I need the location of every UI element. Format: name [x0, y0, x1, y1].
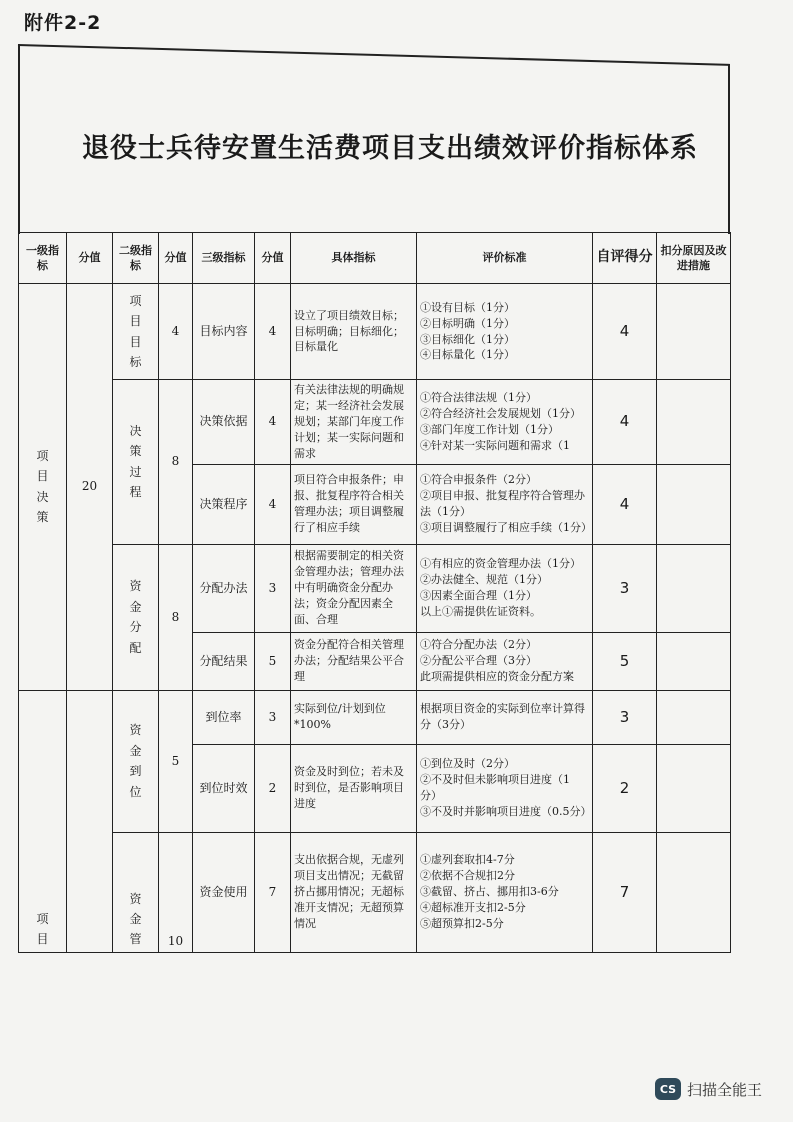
- indicator-text: 实际到位/计划到位*100%: [291, 690, 417, 744]
- level3-name: 目标内容: [193, 284, 255, 380]
- deduction-cell: [657, 690, 731, 744]
- deduction-cell: [657, 284, 731, 380]
- table-row: [19, 284, 731, 380]
- header-self-score: 自评得分: [593, 233, 657, 284]
- level2-score: 5: [159, 690, 193, 832]
- header-score2: 分值: [159, 233, 193, 284]
- level3-name: 分配结果: [193, 632, 255, 690]
- level1-score-empty: [67, 690, 113, 952]
- indicator-table: [18, 232, 731, 953]
- level2-name: 资金分配: [129, 579, 142, 655]
- indicator-text: 资金分配符合相关管理办法；分配结果公平合理: [291, 632, 417, 690]
- indicator-text: 资金及时到位；若未及时到位，是否影响项目进度: [291, 744, 417, 832]
- level3-name: 到位时效: [193, 744, 255, 832]
- self-score: 7: [593, 832, 657, 952]
- header-row: [19, 233, 731, 284]
- indicator-text: 设立了项目绩效目标；目标明确；目标细化；目标量化: [291, 284, 417, 380]
- header-deduction: 扣分原因及改进措施: [657, 233, 731, 284]
- level2-name: 项目目标: [129, 293, 142, 369]
- self-score: 4: [593, 380, 657, 465]
- level2-cell: [113, 690, 159, 832]
- indicator-text: 支出依据合规，无虚列项目支出情况；无截留挤占挪用情况；无超标准开支情况；无超预算情况: [291, 832, 417, 952]
- criteria-text: ①符合法律法规（1分） ②符合经济社会发展规划（1分） ③部门年度工作计划（1分） ④针对某一实际问题和需求（1: [417, 380, 593, 465]
- level2-score: 8: [159, 544, 193, 690]
- watermark-text: 扫描全能王: [687, 1080, 763, 1099]
- page-title: 退役士兵待安置生活费项目支出绩效评价指标体系: [82, 133, 698, 164]
- level2-name: 决策过程: [129, 424, 142, 500]
- level3-score: 3: [255, 690, 291, 744]
- level3-score: 5: [255, 632, 291, 690]
- attachment-label: 附件2-2: [24, 12, 102, 34]
- level2-cell: [113, 544, 159, 690]
- table-row: [19, 380, 731, 465]
- level3-score: 2: [255, 744, 291, 832]
- table-row: [19, 544, 731, 632]
- level3-name: 资金使用: [193, 832, 255, 952]
- self-score: 3: [593, 544, 657, 632]
- level1-cell: [19, 690, 67, 952]
- level3-name: 决策依据: [193, 380, 255, 465]
- self-score: 2: [593, 744, 657, 832]
- deduction-cell: [657, 464, 731, 544]
- level2-cell: [113, 832, 159, 952]
- deduction-cell: [657, 380, 731, 465]
- header-level2: 二级指标: [113, 233, 159, 284]
- level3-name: 分配办法: [193, 544, 255, 632]
- frame-top-line: [18, 44, 730, 66]
- level3-score: 4: [255, 464, 291, 544]
- level2-cell: [113, 284, 159, 380]
- level2-name: 资金到位: [129, 723, 142, 799]
- self-score: 5: [593, 632, 657, 690]
- level3-name: 到位率: [193, 690, 255, 744]
- level1-cell: [19, 284, 67, 691]
- criteria-text: ①虚列套取扣4-7分 ②依据不合规扣2分 ③截留、挤占、挪用扣3-6分 ④超标准开支扣2-5分 ⑤超预算扣2-5分: [417, 832, 593, 952]
- level2-cell: [113, 380, 159, 545]
- frame-left-line: [18, 44, 20, 234]
- camscanner-icon: CS: [655, 1078, 681, 1100]
- criteria-text: ①到位及时（2分） ②不及时但未影响项目进度（1分） ③不及时并影响项目进度（0.5分）: [417, 744, 593, 832]
- self-score: 3: [593, 690, 657, 744]
- criteria-text: ①符合申报条件（2分） ②项目申报、批复程序符合管理办法（1分） ③项目调整履行了相应手续（1分）: [417, 464, 593, 544]
- level1-score: 20: [67, 284, 113, 691]
- header-score1: 分值: [67, 233, 113, 284]
- header-indicator: 具体指标: [291, 233, 417, 284]
- level3-score: 4: [255, 284, 291, 380]
- criteria-text: ①有相应的资金管理办法（1分） ②办法健全、规范（1分） ③因素全面合理（1分） 以上①需提供佐证资料。: [417, 544, 593, 632]
- level1-name: 项目决策: [36, 449, 49, 525]
- header-score3: 分值: [255, 233, 291, 284]
- criteria-text: 根据项目资金的实际到位率计算得分（3分）: [417, 690, 593, 744]
- level3-score: 3: [255, 544, 291, 632]
- criteria-text: ①符合分配办法（2分） ②分配公平合理（3分） 此项需提供相应的资金分配方案: [417, 632, 593, 690]
- indicator-text: 项目符合申报条件；申报、批复程序符合相关管理办法；项目调整履行了相应手续: [291, 464, 417, 544]
- indicator-text: 根据需要制定的相关资金管理办法；管理办法中有明确资金分配办法；资金分配因素全面、合理: [291, 544, 417, 632]
- level2-score: 10: [159, 832, 193, 952]
- level3-name: 决策程序: [193, 464, 255, 544]
- header-criteria: 评价标准: [417, 233, 593, 284]
- self-score: 4: [593, 464, 657, 544]
- level1-name: 项目: [36, 911, 49, 947]
- level3-score: 7: [255, 832, 291, 952]
- deduction-cell: [657, 632, 731, 690]
- level2-score: 8: [159, 380, 193, 545]
- header-level1: 一级指标: [19, 233, 67, 284]
- level3-score: 4: [255, 380, 291, 465]
- criteria-text: ①设有目标（1分） ②目标明确（1分） ③目标细化（1分） ④目标量化（1分）: [417, 284, 593, 380]
- level2-score: 4: [159, 284, 193, 380]
- level2-name: 资金管: [129, 891, 142, 947]
- indicator-text: 有关法律法规的明确规定；某一经济社会发展规划；某部门年度工作计划；某一实际问题和需求: [291, 380, 417, 465]
- deduction-cell: [657, 544, 731, 632]
- deduction-cell: [657, 744, 731, 832]
- table-row: [19, 832, 731, 952]
- deduction-cell: [657, 832, 731, 952]
- self-score: 4: [593, 284, 657, 380]
- scanner-watermark: [655, 1078, 762, 1100]
- header-level3: 三级指标: [193, 233, 255, 284]
- table-row: [19, 690, 731, 744]
